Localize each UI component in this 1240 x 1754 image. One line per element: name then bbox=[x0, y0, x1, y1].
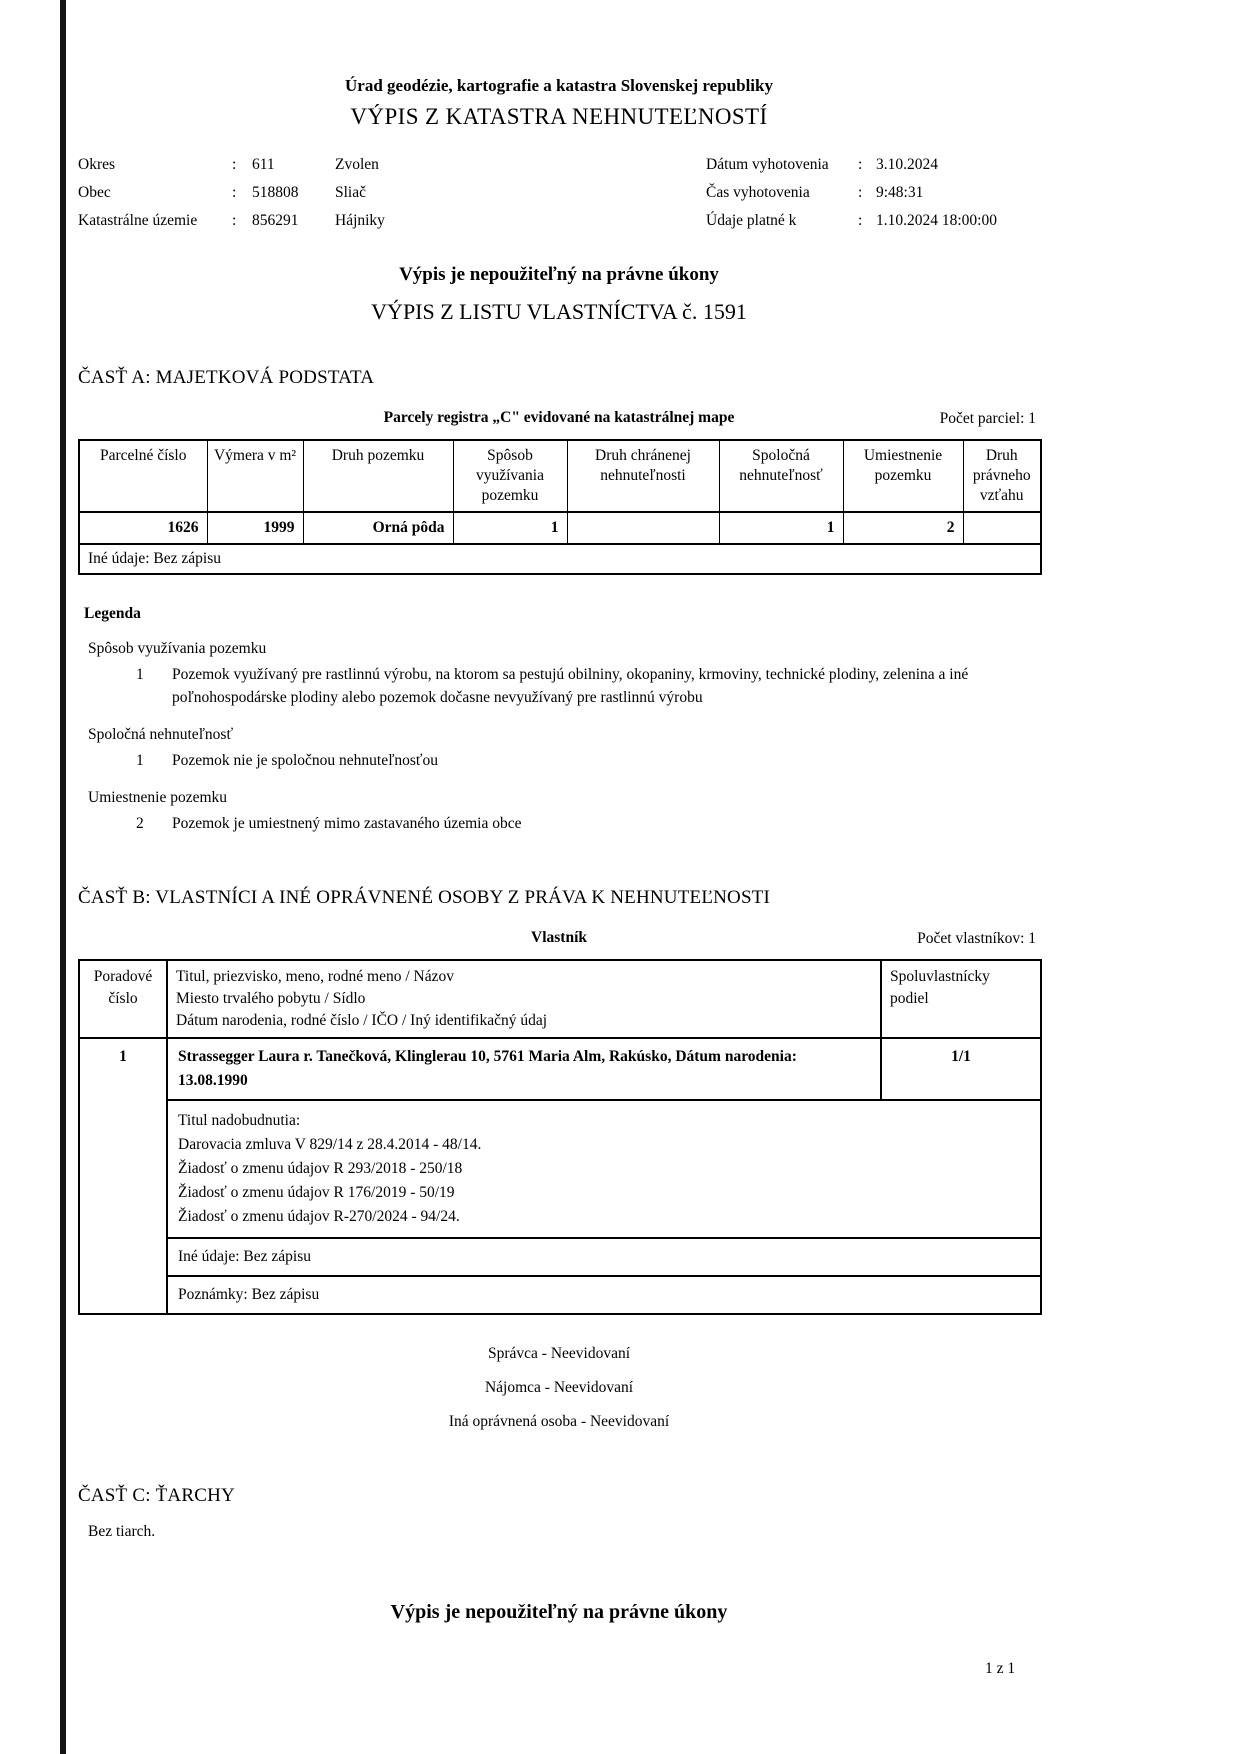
owner-other-info-cell: Iné údaje: Bez zápisu bbox=[167, 1238, 1041, 1276]
table-row bbox=[79, 512, 1041, 544]
legend-group-title: Spôsob využívania pozemku bbox=[88, 640, 267, 657]
header-line: Miesto trvalého pobytu / Sídlo bbox=[176, 990, 366, 1007]
column-header: Druh chránenej nehnuteľnosti bbox=[567, 440, 719, 512]
area-cell: 1999 bbox=[207, 512, 303, 544]
protected-type-cell bbox=[567, 512, 719, 544]
header-line: Spoluvlastnícky bbox=[890, 968, 990, 985]
usage-cell: 1 bbox=[453, 512, 567, 544]
meta-code: 611 bbox=[252, 156, 275, 173]
column-header: Výmera v m² bbox=[207, 440, 303, 512]
meta-label: Katastrálne územie bbox=[78, 212, 198, 229]
unregistered-roles-block bbox=[78, 1337, 1040, 1439]
meta-colon: : bbox=[232, 156, 237, 173]
acquisition-line: Darovacia zmluva V 829/14 z 28.4.2014 - 48/14. bbox=[178, 1136, 482, 1153]
meta-row-datum-vyhotovenia bbox=[706, 156, 1040, 184]
meta-name: Hájniky bbox=[335, 212, 385, 229]
parcels-caption-row bbox=[78, 409, 1040, 431]
meta-colon: : bbox=[232, 184, 237, 201]
owner-notes-cell: Poznámky: Bez zápisu bbox=[167, 1276, 1041, 1314]
document-title: VÝPIS Z KATASTRA NEHNUTEĽNOSTÍ bbox=[350, 104, 768, 129]
meta-code: 518808 bbox=[252, 184, 299, 201]
legend-item bbox=[136, 749, 1040, 772]
meta-row-udaje-platne-k bbox=[706, 212, 1040, 240]
legend-item bbox=[136, 812, 1040, 835]
section-b-heading: ČASŤ B: VLASTNÍCI A INÉ OPRÁVNENÉ OSOBY Z PRÁVA K NEHNUTEĽNOSTI bbox=[78, 887, 771, 908]
legend-group-title: Umiestnenie pozemku bbox=[88, 789, 228, 806]
legend-item-code: 1 bbox=[136, 752, 144, 769]
other-entitled-person-status: Iná oprávnená osoba - Neevidovaní bbox=[448, 1413, 670, 1430]
meta-code: 856291 bbox=[252, 212, 299, 229]
owner-share-cell: 1/1 bbox=[881, 1038, 1041, 1100]
metadata-left bbox=[78, 156, 638, 240]
meta-label: Čas vyhotovenia bbox=[706, 184, 810, 201]
parcels-table bbox=[78, 439, 1042, 575]
owner-ordinal-cell: 1 bbox=[79, 1038, 167, 1314]
legal-disclaimer-top: Výpis je nepoužiteľný na právne úkony bbox=[399, 264, 719, 285]
header-line: Poradové bbox=[93, 968, 153, 985]
legend-group-title: Spoločná nehnuteľnosť bbox=[88, 726, 234, 743]
encumbrances-status: Bez tiarch. bbox=[88, 1523, 156, 1540]
legal-disclaimer-bottom: Výpis je nepoužiteľný na právne úkony bbox=[390, 1601, 728, 1623]
meta-label: Dátum vyhotovenia bbox=[706, 156, 829, 173]
legend-item-text: Pozemok nie je spoločnou nehnuteľnosťou bbox=[172, 752, 439, 769]
legend-item bbox=[136, 663, 1040, 709]
acquisition-line: Žiadosť o zmenu údajov R 176/2019 - 50/19 bbox=[178, 1184, 455, 1201]
meta-colon: : bbox=[858, 184, 863, 201]
meta-value: 9:48:31 bbox=[876, 184, 924, 201]
document-content bbox=[78, 0, 1040, 1624]
column-header: Umiestnenie pozemku bbox=[843, 440, 963, 512]
column-header-identity bbox=[167, 960, 881, 1038]
parcels-header-row bbox=[79, 440, 1041, 512]
ownership-deed-title: VÝPIS Z LISTU VLASTNÍCTVA č. 1591 bbox=[371, 299, 747, 324]
land-type-cell: Orná pôda bbox=[303, 512, 453, 544]
metadata-right bbox=[706, 156, 1040, 240]
meta-colon: : bbox=[232, 212, 237, 229]
meta-value: 3.10.2024 bbox=[876, 156, 938, 173]
meta-value: 1.10.2024 18:00:00 bbox=[876, 212, 997, 229]
header-line: Titul, priezvisko, meno, rodné meno / Názov bbox=[176, 968, 454, 985]
owner-notes-row bbox=[79, 1276, 1041, 1314]
legend-group-usage bbox=[78, 640, 1040, 709]
tenant-status: Nájomca - Neevidovaní bbox=[484, 1379, 634, 1396]
acquisition-line: Žiadosť o zmenu údajov R-270/2024 - 94/24. bbox=[178, 1208, 460, 1225]
legend-item-code: 1 bbox=[136, 666, 144, 683]
meta-row-okres bbox=[78, 156, 638, 184]
meta-name: Zvolen bbox=[335, 156, 379, 173]
column-header-share bbox=[881, 960, 1041, 1038]
acquisition-title-row bbox=[79, 1100, 1041, 1238]
header-line: číslo bbox=[108, 990, 138, 1007]
acquisition-title-cell bbox=[167, 1100, 1041, 1238]
owners-header-row bbox=[79, 960, 1041, 1038]
owner-other-info-row bbox=[79, 1238, 1041, 1276]
column-header: Druh pozemku bbox=[303, 440, 453, 512]
column-header: Parcelné číslo bbox=[79, 440, 207, 512]
scan-edge-artifact bbox=[60, 0, 66, 1754]
acquisition-line: Žiadosť o zmenu údajov R 293/2018 - 250/18 bbox=[178, 1160, 463, 1177]
metadata-block bbox=[78, 156, 1040, 240]
meta-row-cas-vyhotovenia bbox=[706, 184, 1040, 212]
header-line: podiel bbox=[890, 990, 929, 1007]
table-row bbox=[79, 544, 1041, 574]
administrator-status: Správca - Neevidovaní bbox=[487, 1345, 631, 1362]
column-header: Spôsob využívania pozemku bbox=[453, 440, 567, 512]
meta-colon: : bbox=[858, 212, 863, 229]
common-property-cell: 1 bbox=[719, 512, 843, 544]
meta-name: Sliač bbox=[335, 184, 366, 201]
owners-table bbox=[78, 959, 1042, 1315]
owners-table-caption: Vlastník bbox=[531, 929, 587, 946]
owner-count: Počet vlastníkov: 1 bbox=[917, 930, 1036, 947]
column-header: Spoločná nehnuteľnosť bbox=[719, 440, 843, 512]
parcel-number-cell: 1626 bbox=[79, 512, 207, 544]
location-cell: 2 bbox=[843, 512, 963, 544]
legend-item-text: Pozemok využívaný pre rastlinnú výrobu, na ktorom sa pestujú obilniny, okopaniny, krmoviny, technické plodiny, zelenina a iné poľnohospodárske plodiny alebo pozemok dočasne nevyužívaný pre rastlinnú výrobu bbox=[172, 666, 969, 706]
column-header: Druh právneho vzťahu bbox=[963, 440, 1041, 512]
parcels-table-caption: Parcely registra „C" evidované na katastrálnej mape bbox=[383, 409, 735, 426]
parcel-count: Počet parciel: 1 bbox=[939, 410, 1036, 427]
legend-item-code: 2 bbox=[136, 815, 144, 832]
legal-relation-cell bbox=[963, 512, 1041, 544]
header-line: Dátum narodenia, rodné číslo / IČO / Iný identifikačný údaj bbox=[176, 1012, 548, 1029]
owner-name-cell: Strassegger Laura r. Tanečková, Klinglerau 10, 5761 Maria Alm, Rakúsko, Dátum narodenia: 13.08.1990 bbox=[167, 1038, 881, 1100]
column-header-ordinal bbox=[79, 960, 167, 1038]
acquisition-line: Titul nadobudnutia: bbox=[178, 1112, 301, 1129]
meta-label: Údaje platné k bbox=[706, 212, 797, 229]
legend-group-common-property bbox=[78, 726, 1040, 772]
section-c-heading: ČASŤ C: ŤARCHY bbox=[78, 1485, 235, 1506]
authority-title: Úrad geodézie, kartografie a katastra Slovenskej republiky bbox=[345, 76, 773, 95]
meta-label: Obec bbox=[78, 184, 111, 201]
legend-group-location bbox=[78, 789, 1040, 835]
meta-row-katastralne-uzemie bbox=[78, 212, 638, 240]
section-a-heading: ČASŤ A: MAJETKOVÁ PODSTATA bbox=[78, 367, 375, 388]
legend-heading: Legenda bbox=[84, 605, 141, 622]
owner-row bbox=[79, 1038, 1041, 1100]
meta-label: Okres bbox=[78, 156, 116, 173]
legend-item-text: Pozemok je umiestnený mimo zastavaného územia obce bbox=[172, 815, 522, 832]
page-number: 1 z 1 bbox=[985, 1660, 1016, 1677]
meta-row-obec bbox=[78, 184, 638, 212]
owners-caption-row bbox=[78, 929, 1040, 951]
other-info-cell: Iné údaje: Bez zápisu bbox=[79, 544, 1041, 574]
meta-colon: : bbox=[858, 156, 863, 173]
